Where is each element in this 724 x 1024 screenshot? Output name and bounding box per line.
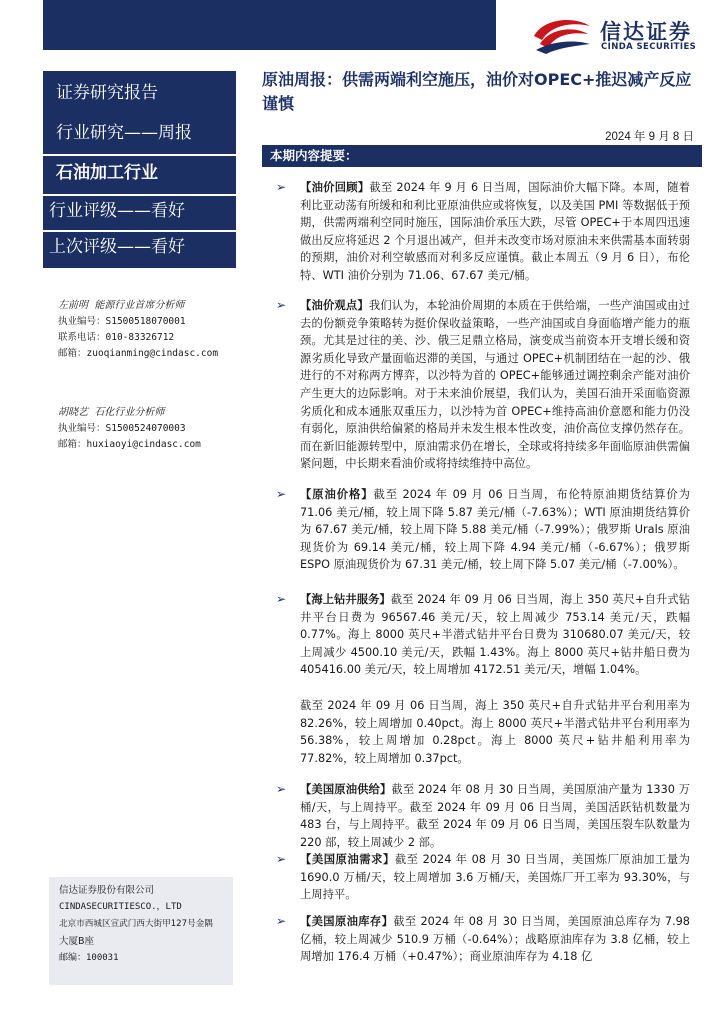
analyst-card	[58, 405, 201, 453]
company-name-en: CINDASECURITIESCO.，LTD	[59, 902, 182, 912]
section-crude-price	[300, 486, 690, 574]
analyst-email[interactable]: 邮箱：zuoqianming@cindasc.com	[58, 348, 219, 359]
category-label: 行业研究——周报	[43, 115, 236, 155]
section-tag: 【油价观点】	[300, 299, 369, 312]
section-text: 截至 2024 年 09 月 06 日当周，布伦特原油期货结算价为 71.06 美元/桶，较上周下降 5.87 美元/桶（-7.63%）；WTI 原油期货结算价为 67.67 美元/桶，较上周下降 5.88 美元/桶（-7.99%）；俄罗斯 Urals 原油现货价为 69.14 美元/桶，较上周下降 4.94 美元/桶（-6.67%）；俄罗斯 ESPO 原油现货价为 67.31 美元/桶，较上周下降 5.07 美元/桶（-7.00%）。	[300, 488, 690, 572]
bullet-arrow-icon: ➢	[276, 914, 287, 928]
analyst-name: 左前明	[58, 300, 88, 311]
section-text: 截至 2024 年 09 月 06 日当周，海上 350 英尺+自升式钻井平台日费为 96567.46 美元/天，较上周减少 753.14 美元/天，跌幅 0.77%。海上 8000 英尺+半潜式钻井平台日费为 310680.07 美元/天，较上周减少 4500.10 美元/天，跌幅 1.43%。海上 8000 英尺+钻井船日费为 405416.00 美元/天，较上周增加 4172.51 美元/天，增幅 1.04%。	[300, 593, 690, 677]
analyst-license: 执业编号：S1500524070003	[58, 423, 186, 434]
bullet-arrow-icon: ➢	[276, 298, 287, 312]
section-text: 我们认为，本轮油价周期的本质在于供给端，一些产油国或由过去的份额竞争策略转为挺价保收益策略，一些产油国或自身面临增产能力的瓶颈。尤其是过往的美、沙、俄三足鼎立格局，演变成当前资本开支增长缓和资源劣质化导致产量面临迟滞的美国，与通过 OPEC+机制团结在一起的沙、俄进行的不对称两方博弈，以沙特为首的 OPEC+能够通过调控剩余产能对油价产生更大的边际影响。对于未来油价展望，我们认为，美国石油开采面临资源劣质化和成本通胀双重压力，以沙特为首 OPEC+维持高油价意愿和能力仍没有弱化，原油供给偏紧的格局并未发生根本性改变，油价高位支撑仍然存在。而在新旧能源转型中，原油需求仍在增长，全球或将持续多年面临原油供需偏紧问题，中长期来看油价或将持续维持中高位。	[300, 299, 690, 471]
section-text: 截至 2024 年 9 月 6 日当周，国际油价大幅下降。本周，随着利比亚动荡有所缓和和利比亚原油供应或将恢复，以及美国 PMI 等数据低于预期，供需两端利空同时施压，国际油价承压大跌，尽管 OPEC+于本周四迅速做出反应将延迟 2 个月退出减产，但并未改变市场对原油未来供需基本面转弱的预期，油价对利空敏感而对利多反应谨慎。截止本周五（9 月 6 日），布伦特、WTI 油价分别为 71.06、67.67 美元/桶。	[300, 181, 690, 282]
cinda-logo	[530, 14, 710, 54]
analyst-name-line	[58, 298, 218, 314]
bullet-arrow-icon: ➢	[276, 782, 287, 796]
section-tag: 【原油价格】	[300, 488, 374, 501]
section-tag: 【美国原油库存】	[300, 915, 394, 928]
section-offshore-drilling	[300, 591, 690, 679]
section-oil-price-view	[300, 297, 690, 473]
section-tag: 【美国原油需求】	[300, 853, 395, 866]
analyst-title: 能源行业首席分析师	[94, 300, 185, 311]
summary-header: 本期内容提要：	[262, 145, 702, 167]
analyst-title: 石化行业分析师	[94, 407, 165, 418]
section-us-demand	[300, 851, 690, 904]
section-us-inventory	[300, 913, 690, 966]
section-tag: 【美国原油供给】	[300, 783, 392, 796]
analyst-name-line	[58, 405, 201, 421]
company-address-line: 北京市西城区宣武门西大街甲127号金隅	[59, 919, 213, 929]
bullet-arrow-icon: ➢	[276, 592, 287, 606]
report-date: 2024 年 9 月 8 日	[605, 131, 694, 143]
logo-text-en: CINDA SECURITIES	[601, 42, 697, 52]
bullet-arrow-icon: ➢	[276, 852, 287, 866]
analyst-card	[58, 298, 218, 362]
analyst-license: 执业编号：S1500518070001	[58, 316, 186, 327]
sidebar	[43, 62, 236, 992]
section-tag: 【油价回顾】	[300, 181, 370, 194]
section-offshore-utilization	[300, 697, 690, 767]
company-address-line: 大厦B座	[59, 936, 95, 947]
bullet-arrow-icon: ➢	[276, 487, 287, 501]
section-oil-price-review	[300, 179, 690, 285]
section-us-supply	[300, 781, 690, 851]
cinda-logo-icon	[530, 14, 594, 54]
industry-label: 石油加工行业	[43, 156, 236, 202]
company-name-cn: 信达证券股份有限公司	[59, 885, 155, 896]
previous-rating: 上次评级——看好	[43, 232, 236, 268]
analyst-name: 胡晓艺	[58, 407, 88, 418]
section-text: 截至 2024 年 08 月 30 日当周，美国原油总库存为 7.98 亿桶，较上周减少 510.9 万桶（-0.64%）；战略原油库存为 3.8 亿桶，较上周增加 176.4 万桶（+0.47%）；商业原油库存为 4.18 亿	[300, 915, 690, 964]
report-type-label: 证券研究报告	[43, 71, 236, 117]
analyst-phone: 联系电话：010-83326712	[58, 332, 175, 343]
section-text: 截至 2024 年 09 月 06 日当周，海上 350 英尺+自升式钻井平台利用率为 82.26%，较上周增加 0.40pct。海上 8000 英尺+半潜式钻井平台利用率为 56.38%，较上周增加 0.28pct。海上 8000 英尺+钻井船利用率为 77.82%，较上周增加 0.37pct。	[300, 699, 690, 765]
section-tag: 【海上钻井服务】	[300, 593, 391, 606]
industry-rating: 行业评级——看好	[43, 196, 236, 232]
company-postcode: 邮编：100031	[59, 953, 119, 963]
company-info-box	[49, 877, 233, 985]
top-banner	[43, 0, 496, 50]
section-text: 截至 2024 年 08 月 30 日当周，美国原油产量为 1330 万桶/天，与上周持平。截至 2024 年 09 月 06 日当周，美国活跃钻机数量为 483 台，与上周持平。截至 2024 年 09 月 06 日当周，美国压裂车队数量为 220 部，较上周减少 2 部。	[300, 783, 690, 849]
report-title: 原油周报：供需两端利空施压，油价对OPEC+推迟减产反应谨慎	[262, 70, 692, 113]
logo-text-cn: 信达证券	[600, 20, 692, 44]
bullet-arrow-icon: ➢	[276, 180, 287, 194]
section-text: 截至 2024 年 08 月 30 日当周，美国炼厂原油加工量为 1690.0 万桶/天，较上周增加 3.6 万桶/天，美国炼厂开工率为 93.30%，与上周持平。	[300, 853, 690, 902]
analyst-email[interactable]: 邮箱：huxiaoyi@cindasc.com	[58, 439, 201, 450]
